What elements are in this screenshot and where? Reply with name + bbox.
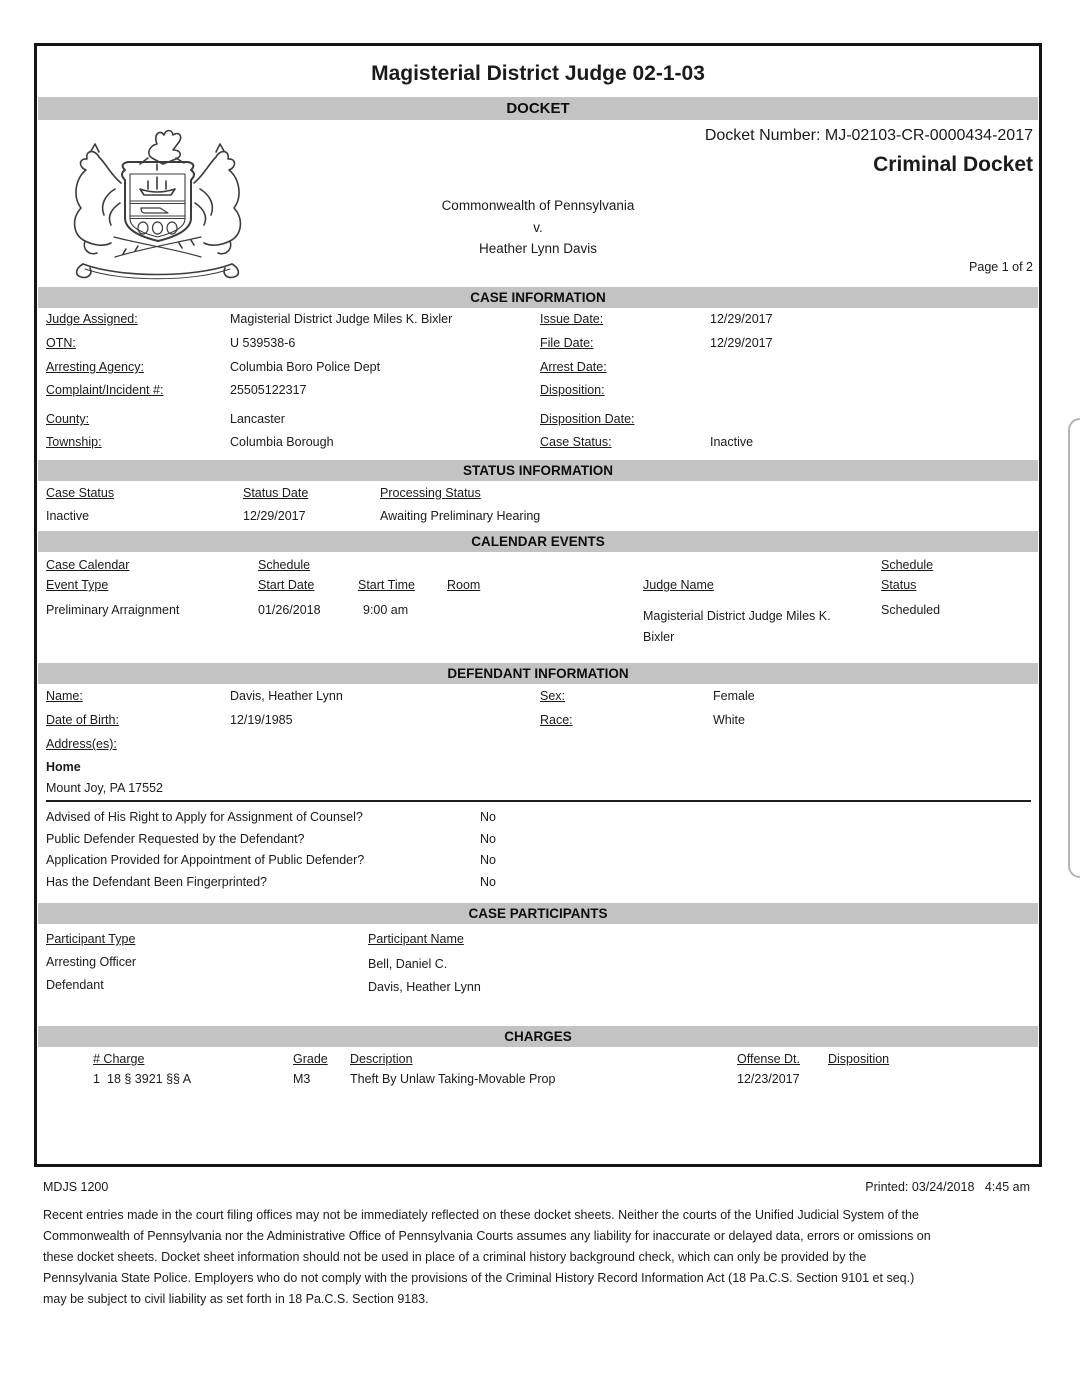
event-judge-name: Magisterial District Judge Miles K. Bixler: [643, 609, 831, 644]
question-text: Has the Defendant Been Fingerprinted?: [46, 875, 267, 889]
defendant-sex: Female: [713, 689, 755, 703]
question-text: Advised of His Right to Apply for Assignment of Counsel?: [46, 810, 363, 824]
printed-timestamp: Printed: 03/24/2018 4:45 am: [865, 1180, 1030, 1194]
column-header: Offense Dt.: [737, 1052, 800, 1066]
column-header: Start Date: [258, 578, 315, 592]
column-header: Schedule: [881, 558, 934, 572]
section-header-status-information: STATUS INFORMATION: [38, 460, 1038, 481]
field-label: Address(es):: [46, 737, 117, 751]
field-label: County:: [46, 412, 90, 426]
field-label: Judge Assigned:: [46, 312, 138, 326]
section-header-defendant-information: DEFENDANT INFORMATION: [38, 663, 1038, 684]
court-title: Magisterial District Judge 02-1-03: [371, 62, 705, 85]
column-header: Start Time: [358, 578, 415, 592]
column-header: Status: [881, 578, 917, 592]
charge-number: 1: [93, 1072, 100, 1086]
field-label: Date of Birth:: [46, 713, 119, 727]
field-label: Disposition Date:: [540, 412, 635, 426]
status-date: 12/29/2017: [243, 509, 306, 523]
disclaimer-text: Recent entries made in the court filing offices may not be immediately reflected on these docket sheets. Neither the courts of the Unified Judicial System of the Commonwealth of Pennsylvania nor the Administrative Office of Pennsylvania Courts assumes any liability for inaccurate or delayed data, errors or omissions on these docket sheets. Docket sheet information should not be used in place of a criminal history background check, which can only be provided by the Pennsylvania State Police. Employers who do not comply with the provisions of the Criminal History Record Information Act (18 Pa.C.S. Section 9101 et seq.) may be subject to civil liability as set forth in 18 Pa.C.S. Section 9183.: [43, 1208, 931, 1306]
event-start-time: 9:00 am: [363, 603, 409, 617]
field-value: U 539538-6: [230, 336, 296, 350]
field-label: Name:: [46, 689, 83, 703]
caption-versus: v.: [533, 220, 543, 235]
defendant-dob: 12/19/1985: [230, 713, 293, 727]
field-label: Issue Date:: [540, 312, 604, 326]
field-value: Columbia Boro Police Dept: [230, 360, 381, 374]
field-label: Sex:: [540, 689, 566, 703]
event-type: Preliminary Arraignment: [46, 603, 180, 617]
field-label: Case Status:: [540, 435, 612, 449]
field-value: Inactive: [710, 435, 754, 449]
column-header: Disposition: [828, 1052, 890, 1066]
event-schedule-status: Scheduled: [881, 603, 941, 617]
field-label: Arresting Agency:: [46, 360, 144, 374]
question-text: Application Provided for Appointment of Public Defender?: [46, 853, 365, 867]
field-label: File Date:: [540, 336, 594, 350]
participant-name: Davis, Heather Lynn: [368, 980, 481, 994]
column-header: Participant Name: [368, 932, 464, 946]
charge-grade: M3: [293, 1072, 311, 1086]
question-answer: No: [480, 875, 496, 889]
field-value: Columbia Borough: [230, 435, 334, 449]
field-value: 25505122317: [230, 383, 307, 397]
field-label: OTN:: [46, 336, 76, 350]
field-label: Race:: [540, 713, 573, 727]
field-label: Arrest Date:: [540, 360, 607, 374]
field-label: Disposition:: [540, 383, 605, 397]
column-header: Processing Status: [380, 486, 481, 500]
defendant-race: White: [713, 713, 745, 727]
question-answer: No: [480, 853, 496, 867]
address-type: Home: [46, 760, 81, 774]
document-type: Criminal Docket: [873, 153, 1033, 176]
section-header-case-participants: CASE PARTICIPANTS: [38, 903, 1038, 924]
column-header: Description: [350, 1052, 413, 1066]
column-header: # Charge: [93, 1052, 145, 1066]
column-header: Case Calendar: [46, 558, 130, 572]
field-value: 12/29/2017: [710, 336, 773, 350]
event-start-date: 01/26/2018: [258, 603, 321, 617]
question-answer: No: [480, 832, 496, 846]
column-header: Event Type: [46, 578, 109, 592]
field-value: Magisterial District Judge Miles K. Bixler: [230, 312, 453, 326]
defendant-address: Mount Joy, PA 17552: [46, 781, 163, 795]
participant-name: Bell, Daniel C.: [368, 957, 448, 971]
section-header-case-information: CASE INFORMATION: [38, 287, 1038, 308]
field-label: Township:: [46, 435, 102, 449]
processing-status: Awaiting Preliminary Hearing: [380, 509, 541, 523]
status-case-status: Inactive: [46, 509, 90, 523]
charge-description: Theft By Unlaw Taking-Movable Prop: [350, 1072, 556, 1086]
column-header: Room: [447, 578, 481, 592]
question-text: Public Defender Requested by the Defendant?: [46, 832, 305, 846]
column-header: Schedule: [258, 558, 311, 572]
section-header-charges: CHARGES: [38, 1026, 1038, 1047]
field-label: Complaint/Incident #:: [46, 383, 164, 397]
field-value: Lancaster: [230, 412, 285, 426]
column-header: Case Status: [46, 486, 115, 500]
docket-banner: DOCKET: [38, 97, 1038, 120]
caption-defendant: Heather Lynn Davis: [478, 241, 598, 256]
docket-document: [34, 43, 1042, 1167]
participant-type: Arresting Officer: [46, 955, 137, 969]
participant-type: Defendant: [46, 978, 104, 992]
column-header: Participant Type: [46, 932, 136, 946]
scrollbar[interactable]: [1068, 418, 1080, 878]
docket-number: Docket Number: MJ-02103-CR-0000434-2017: [704, 127, 1033, 144]
section-header-calendar-events: CALENDAR EVENTS: [38, 531, 1038, 552]
column-header: Grade: [293, 1052, 328, 1066]
page-indicator: Page 1 of 2: [969, 260, 1033, 274]
column-header: Status Date: [243, 486, 309, 500]
field-value: 12/29/2017: [710, 312, 773, 326]
caption-plaintiff: Commonwealth of Pennsylvania: [441, 198, 635, 213]
charge-statute: 18 § 3921 §§ A: [107, 1072, 192, 1086]
column-header: Judge Name: [643, 578, 714, 592]
defendant-name: Davis, Heather Lynn: [230, 689, 343, 703]
question-answer: No: [480, 810, 496, 824]
charge-offense-date: 12/23/2017: [737, 1072, 800, 1086]
divider-line: [46, 800, 1031, 802]
form-id: MDJS 1200: [43, 1180, 109, 1194]
